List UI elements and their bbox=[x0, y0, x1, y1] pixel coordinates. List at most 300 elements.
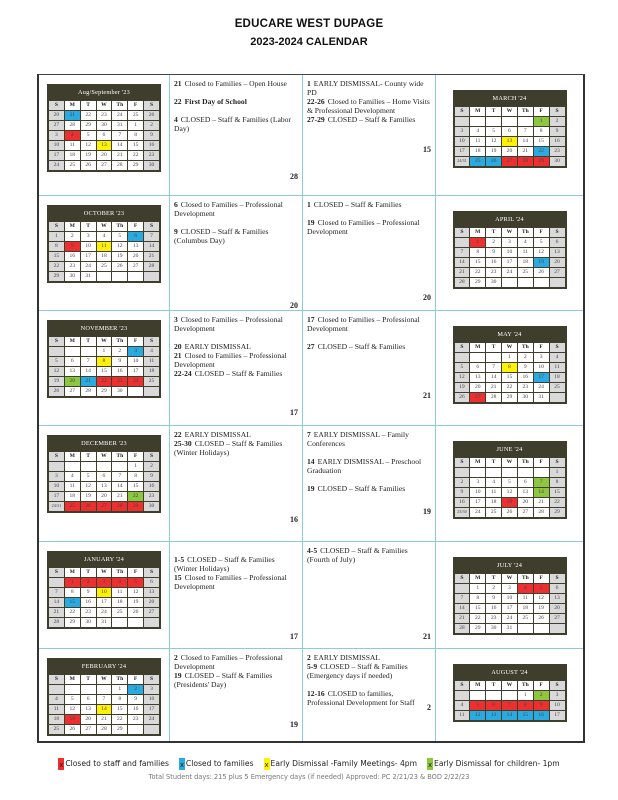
week-row bbox=[455, 508, 565, 517]
week-row bbox=[455, 393, 565, 402]
day-cell: 29 bbox=[112, 725, 127, 734]
week-row bbox=[49, 121, 159, 130]
day-cell-green: 7 bbox=[534, 478, 549, 487]
day-cell-blue: 17 bbox=[534, 373, 549, 382]
day-cell: 24 bbox=[144, 715, 159, 724]
left-notes-cell bbox=[170, 542, 303, 649]
week-row bbox=[49, 685, 159, 694]
day-cell: 22 bbox=[502, 383, 517, 392]
legend-label: Early Dismissal for children- 1pm bbox=[434, 759, 560, 768]
day-cell-blue: 21 bbox=[81, 377, 96, 386]
day-cell: 4 bbox=[486, 478, 501, 487]
day-cell: 26 bbox=[81, 161, 96, 170]
note-text: Closed to Families – Professional Development bbox=[307, 315, 420, 333]
day-cell: 16 bbox=[81, 598, 96, 607]
month-calendar-wrap bbox=[436, 649, 583, 722]
day-cell: 16 bbox=[65, 252, 80, 261]
day-label: T bbox=[81, 568, 96, 577]
day-cell: 4 bbox=[49, 695, 64, 704]
day-cell: 3 bbox=[550, 691, 565, 700]
week-row bbox=[455, 488, 565, 497]
day-cell-blue: 12 bbox=[470, 711, 485, 720]
day-cell: 21 bbox=[486, 383, 501, 392]
day-cell: 12 bbox=[534, 248, 549, 257]
day-label: T bbox=[486, 343, 501, 352]
day-label: F bbox=[534, 458, 549, 467]
month-calendar bbox=[453, 557, 567, 635]
day-cell: 12 bbox=[49, 367, 64, 376]
day-cell: 21 bbox=[112, 492, 127, 501]
day-cell: 8 bbox=[534, 127, 549, 136]
day-label: S bbox=[550, 343, 565, 352]
day-cell: 27 bbox=[518, 508, 533, 517]
left-notes-cell bbox=[170, 649, 303, 741]
note-item bbox=[307, 315, 431, 333]
day-cell: 30 bbox=[144, 502, 159, 511]
day-cell bbox=[128, 725, 143, 734]
week-row bbox=[455, 248, 565, 257]
day-label: W bbox=[502, 458, 517, 467]
month-title: OCTOBER '23 bbox=[83, 210, 125, 217]
day-cell: 20 bbox=[81, 715, 96, 724]
notes-paragraph bbox=[307, 342, 431, 351]
note-item bbox=[174, 315, 298, 333]
day-cell: 4 bbox=[144, 347, 159, 356]
day-cell: 10 bbox=[502, 594, 517, 603]
day-cell: 10 bbox=[49, 482, 64, 491]
day-cell: 23 bbox=[65, 262, 80, 271]
day-cell: 2 bbox=[455, 478, 470, 487]
right-notes-cell bbox=[303, 649, 436, 741]
day-cell: 2 bbox=[144, 121, 159, 130]
day-cell: 4 bbox=[65, 472, 80, 481]
right-notes-cell bbox=[303, 542, 436, 649]
day-cell: 26 bbox=[534, 268, 549, 277]
day-cell: 7 bbox=[144, 232, 159, 241]
day-cell bbox=[112, 618, 127, 627]
day-cell bbox=[455, 468, 470, 477]
week-row bbox=[455, 353, 565, 362]
left-notes-cell bbox=[170, 75, 303, 196]
day-label: F bbox=[128, 568, 143, 577]
day-cell bbox=[81, 462, 96, 471]
day-cell: 5 bbox=[49, 357, 64, 366]
note-date: 9 bbox=[174, 227, 178, 236]
day-cell: 30 bbox=[97, 121, 112, 130]
day-cell: 31 bbox=[112, 121, 127, 130]
day-cell: 10 bbox=[550, 701, 565, 710]
week-row bbox=[49, 272, 159, 281]
day-label: Th bbox=[518, 574, 533, 583]
day-cell: 14 bbox=[112, 141, 127, 150]
day-cell: 1 bbox=[112, 685, 127, 694]
day-cell: 21 bbox=[112, 151, 127, 160]
day-cell: 13 bbox=[550, 594, 565, 603]
month-calendar bbox=[47, 435, 161, 513]
day-cell: 7 bbox=[81, 357, 96, 366]
student-day-count: 28 bbox=[290, 172, 298, 181]
day-cell: 15 bbox=[470, 258, 485, 267]
week-row bbox=[455, 711, 565, 720]
note-text: CLOSED – Staff & Families bbox=[327, 115, 416, 124]
day-cell: 8 bbox=[112, 695, 127, 704]
month-calendar-wrap bbox=[39, 542, 169, 629]
note-date: 27-29 bbox=[307, 115, 325, 124]
day-cell: 24 bbox=[112, 111, 127, 120]
day-cell: 12 bbox=[128, 588, 143, 597]
day-cell bbox=[128, 272, 143, 281]
day-labels-row bbox=[49, 337, 159, 346]
left-notes-cell bbox=[170, 311, 303, 426]
day-cell bbox=[534, 278, 549, 287]
day-cell bbox=[455, 691, 470, 700]
day-cell: 6 bbox=[502, 127, 517, 136]
day-cell: 9 bbox=[455, 488, 470, 497]
note-text: (Emergency days if needed) bbox=[307, 671, 393, 680]
student-day-count: 19 bbox=[423, 507, 431, 516]
day-cell: 22 bbox=[128, 151, 143, 160]
day-cell: 17 bbox=[455, 147, 470, 156]
day-label: S bbox=[144, 337, 159, 346]
day-cell: 22 bbox=[470, 268, 485, 277]
day-cell: 28 bbox=[455, 278, 470, 287]
note-text: CLOSED – Staff & Families bbox=[320, 662, 408, 671]
day-cell: 28 bbox=[81, 387, 96, 396]
day-label: W bbox=[97, 222, 112, 231]
day-label: S bbox=[455, 574, 470, 583]
day-label: Th bbox=[518, 681, 533, 690]
note-text: Closed to Families – Professional Development bbox=[174, 351, 287, 369]
day-label: M bbox=[470, 343, 485, 352]
day-label: W bbox=[97, 337, 112, 346]
month-calendar-wrap bbox=[436, 426, 583, 519]
day-cell: 8 bbox=[470, 248, 485, 257]
week-row bbox=[49, 598, 159, 607]
day-labels-row bbox=[455, 228, 565, 237]
day-cell: 6 bbox=[518, 478, 533, 487]
day-label: M bbox=[65, 675, 80, 684]
day-cell: 23 bbox=[486, 614, 501, 623]
footer-note: Total Student days: 215 plus 5 Emergency days (if needed) Approved: PC 2/21/23 & BOD 2/22/23 bbox=[148, 773, 470, 781]
right-calendar-cell bbox=[436, 426, 583, 542]
notes-list bbox=[303, 311, 435, 351]
notes-paragraph bbox=[307, 484, 431, 493]
notes-list bbox=[303, 649, 435, 707]
day-cell: 4 bbox=[455, 701, 470, 710]
note-item bbox=[174, 342, 298, 351]
note-date: 27 bbox=[307, 342, 315, 351]
day-cell-yellow: 10 bbox=[97, 588, 112, 597]
day-cell: 23 bbox=[550, 147, 565, 156]
legend-swatch-red: x bbox=[58, 758, 64, 770]
day-cell: 17 bbox=[144, 705, 159, 714]
note-date: 1 bbox=[307, 200, 311, 209]
day-cell: 27 bbox=[128, 262, 143, 271]
week-row bbox=[455, 468, 565, 477]
day-cell-red: 27 bbox=[97, 502, 112, 511]
day-cell: 1 bbox=[518, 691, 533, 700]
day-cell: 1 bbox=[128, 462, 143, 471]
note-item bbox=[307, 653, 431, 662]
day-cell: 26 bbox=[144, 111, 159, 120]
notes-paragraph bbox=[174, 315, 298, 333]
day-labels-row bbox=[455, 574, 565, 583]
legend bbox=[0, 758, 618, 770]
note-item bbox=[307, 97, 431, 115]
legend-swatch-green: x bbox=[427, 758, 433, 770]
day-label: W bbox=[502, 228, 517, 237]
page-subtitle: 2023-2024 CALENDAR bbox=[250, 36, 368, 48]
note-date: 1 bbox=[307, 79, 311, 88]
day-cell: 18 bbox=[518, 604, 533, 613]
note-item bbox=[174, 200, 298, 218]
legend-item bbox=[179, 758, 254, 770]
day-label: S bbox=[144, 222, 159, 231]
day-cell bbox=[97, 272, 112, 281]
month-calendar bbox=[453, 664, 567, 722]
note-text: CLOSED to families, Professional Development for Staff bbox=[307, 689, 415, 707]
day-cell: 29 bbox=[65, 618, 80, 627]
day-label: M bbox=[470, 574, 485, 583]
day-cell: 23 bbox=[144, 492, 159, 501]
week-row bbox=[455, 238, 565, 247]
day-cell: 23 bbox=[518, 383, 533, 392]
note-text: CLOSED – Staff & Families (Winter Holidays) bbox=[174, 555, 275, 573]
day-cell: 10 bbox=[128, 357, 143, 366]
day-cell: 14 bbox=[518, 137, 533, 146]
day-cell bbox=[550, 624, 565, 633]
notes-list bbox=[303, 426, 435, 493]
day-cell: 24 bbox=[502, 268, 517, 277]
notes-paragraph bbox=[307, 218, 431, 236]
note-item bbox=[307, 342, 431, 351]
day-cell-red: 5 bbox=[534, 584, 549, 593]
day-cell: 28 bbox=[112, 161, 127, 170]
day-cell: 15 bbox=[97, 367, 112, 376]
notes-paragraph bbox=[174, 430, 298, 457]
day-cell: 10 bbox=[49, 141, 64, 150]
day-cell-red: 1 bbox=[65, 578, 80, 587]
day-cell: 9 bbox=[518, 363, 533, 372]
month-calendar bbox=[47, 320, 161, 398]
day-cell: 15 bbox=[128, 141, 143, 150]
day-label: W bbox=[502, 107, 517, 116]
day-cell-red: 25 bbox=[65, 502, 80, 511]
day-label: S bbox=[455, 343, 470, 352]
day-cell: 30 bbox=[112, 387, 127, 396]
day-cell: 11 bbox=[49, 705, 64, 714]
note-item bbox=[307, 457, 431, 475]
day-cell: 28 bbox=[455, 624, 470, 633]
day-cell: 28 bbox=[97, 725, 112, 734]
day-label: W bbox=[502, 574, 517, 583]
day-cell: 20 bbox=[97, 151, 112, 160]
day-cell bbox=[518, 117, 533, 126]
day-cell: 20 bbox=[550, 604, 565, 613]
day-cell: 16 bbox=[486, 604, 501, 613]
day-cell: 20 bbox=[502, 147, 517, 156]
day-cell: 19 bbox=[534, 604, 549, 613]
week-row bbox=[455, 117, 565, 126]
day-cell: 24 bbox=[49, 161, 64, 170]
student-day-count: 17 bbox=[290, 408, 298, 417]
day-cell bbox=[502, 691, 517, 700]
note-item bbox=[174, 555, 298, 573]
week-row bbox=[49, 588, 159, 597]
note-text: Closed to Families – Professional Development bbox=[174, 200, 283, 218]
day-cell: 20 bbox=[518, 498, 533, 507]
day-cell: 17 bbox=[550, 711, 565, 720]
day-label: M bbox=[65, 568, 80, 577]
day-cell: 22 bbox=[49, 262, 64, 271]
day-label: M bbox=[470, 228, 485, 237]
day-cell: 19 bbox=[486, 147, 501, 156]
notes-paragraph bbox=[307, 653, 431, 680]
day-cell: 12 bbox=[502, 488, 517, 497]
week-row bbox=[49, 492, 159, 501]
note-text: CLOSED – Staff & Families (Winter Holidays) bbox=[174, 439, 283, 457]
day-cell: 15 bbox=[470, 604, 485, 613]
day-cell: 30 bbox=[65, 272, 80, 281]
note-text: CLOSED – Staff & Families (Presidents' Day) bbox=[174, 671, 273, 689]
day-cell: 24 bbox=[81, 262, 96, 271]
notes-paragraph bbox=[174, 97, 298, 106]
day-cell: 10 bbox=[144, 695, 159, 704]
note-text: CLOSED – Staff & Families bbox=[317, 342, 406, 351]
note-item bbox=[174, 115, 298, 133]
note-text: EARLY DISMISSAL – Preschool Graduation bbox=[307, 457, 422, 475]
notes-paragraph bbox=[307, 430, 431, 448]
day-label: S bbox=[455, 458, 470, 467]
day-cell: 10 bbox=[534, 363, 549, 372]
day-cell: 23 bbox=[97, 111, 112, 120]
notes-list bbox=[170, 196, 302, 245]
day-cell: 23 bbox=[486, 268, 501, 277]
day-cell: 27 bbox=[550, 268, 565, 277]
note-text: CLOSED – Staff & Families bbox=[194, 369, 283, 378]
day-label: W bbox=[97, 675, 112, 684]
day-label: W bbox=[97, 101, 112, 110]
month-calendar bbox=[47, 658, 161, 736]
day-cell: 29 bbox=[81, 121, 96, 130]
note-item bbox=[307, 689, 431, 707]
day-cell: 20 bbox=[97, 492, 112, 501]
day-cell-red: 28 bbox=[518, 157, 533, 166]
day-cell: 13 bbox=[470, 373, 485, 382]
day-label: Th bbox=[112, 337, 127, 346]
day-label: S bbox=[49, 337, 64, 346]
week-row bbox=[49, 387, 159, 396]
week-row bbox=[455, 498, 565, 507]
day-cell: 16 bbox=[455, 498, 470, 507]
notes-paragraph bbox=[174, 79, 298, 88]
day-labels-row bbox=[455, 343, 565, 352]
day-cell-blue: 14 bbox=[502, 711, 517, 720]
day-cell bbox=[97, 462, 112, 471]
week-row bbox=[49, 608, 159, 617]
day-cell-blue: 13 bbox=[486, 711, 501, 720]
day-cell-red: 9 bbox=[65, 242, 80, 251]
day-label: Th bbox=[518, 458, 533, 467]
note-date: 3 bbox=[174, 315, 178, 324]
day-cell: 10 bbox=[502, 248, 517, 257]
day-label: M bbox=[470, 458, 485, 467]
day-cell-blue: 25 bbox=[470, 157, 485, 166]
day-label: Th bbox=[112, 568, 127, 577]
day-cell: 3 bbox=[502, 584, 517, 593]
day-cell: 13 bbox=[97, 482, 112, 491]
note-text: First Day of School bbox=[184, 97, 247, 106]
day-cell: 28 bbox=[65, 121, 80, 130]
day-cell: 25 bbox=[97, 262, 112, 271]
day-cell-blue: 6 bbox=[128, 232, 143, 241]
day-cell: 17 bbox=[502, 258, 517, 267]
week-row bbox=[49, 357, 159, 366]
day-cell: 18 bbox=[97, 252, 112, 261]
day-cell: 16 bbox=[486, 258, 501, 267]
day-cell: 7 bbox=[97, 695, 112, 704]
day-label: M bbox=[65, 452, 80, 461]
day-cell: 29 bbox=[470, 278, 485, 287]
day-label: F bbox=[534, 228, 549, 237]
day-cell bbox=[518, 278, 533, 287]
day-cell: 6 bbox=[97, 131, 112, 140]
day-label: S bbox=[144, 568, 159, 577]
day-cell-yellow: 13 bbox=[502, 137, 517, 146]
day-cell: 8 bbox=[550, 478, 565, 487]
note-date: 22 bbox=[174, 97, 182, 106]
day-cell bbox=[112, 462, 127, 471]
day-cell: 23/30 bbox=[455, 508, 470, 517]
day-cell-red: 28 bbox=[112, 502, 127, 511]
month-title: JANUARY '24 bbox=[83, 556, 124, 563]
note-date: 4-5 bbox=[307, 546, 318, 555]
day-label: T bbox=[81, 222, 96, 231]
day-cell bbox=[518, 468, 533, 477]
day-cell: 3 bbox=[49, 472, 64, 481]
day-label: T bbox=[81, 675, 96, 684]
day-cell: 6 bbox=[97, 472, 112, 481]
day-label: T bbox=[486, 681, 501, 690]
day-label: W bbox=[97, 568, 112, 577]
day-cell: 30 bbox=[486, 624, 501, 633]
day-cell-yellow: 13 bbox=[97, 141, 112, 150]
day-cell: 2 bbox=[144, 462, 159, 471]
day-cell: 6 bbox=[81, 695, 96, 704]
day-cell: 6 bbox=[550, 584, 565, 593]
month-calendar bbox=[453, 441, 567, 519]
day-cell: 26 bbox=[455, 393, 470, 402]
right-notes-cell bbox=[303, 75, 436, 196]
day-cell-green: 2 bbox=[534, 691, 549, 700]
note-date: 19 bbox=[174, 671, 182, 680]
day-cell-red: 4 bbox=[518, 584, 533, 593]
note-item bbox=[307, 79, 431, 97]
note-text: CLOSED – Staff & Families bbox=[313, 200, 402, 209]
day-cell: 30 bbox=[486, 278, 501, 287]
day-cell bbox=[112, 272, 127, 281]
day-cell: 22 bbox=[112, 715, 127, 724]
day-cell: 8 bbox=[128, 131, 143, 140]
note-text: CLOSED – Staff & Families (Fourth of July) bbox=[307, 546, 408, 564]
day-label: F bbox=[534, 107, 549, 116]
note-item bbox=[174, 439, 298, 457]
day-cell bbox=[502, 117, 517, 126]
day-cell: 9 bbox=[144, 131, 159, 140]
left-notes-cell bbox=[170, 426, 303, 542]
month-calendar-wrap bbox=[39, 649, 169, 736]
month-title: AUGUST '24 bbox=[491, 669, 528, 676]
